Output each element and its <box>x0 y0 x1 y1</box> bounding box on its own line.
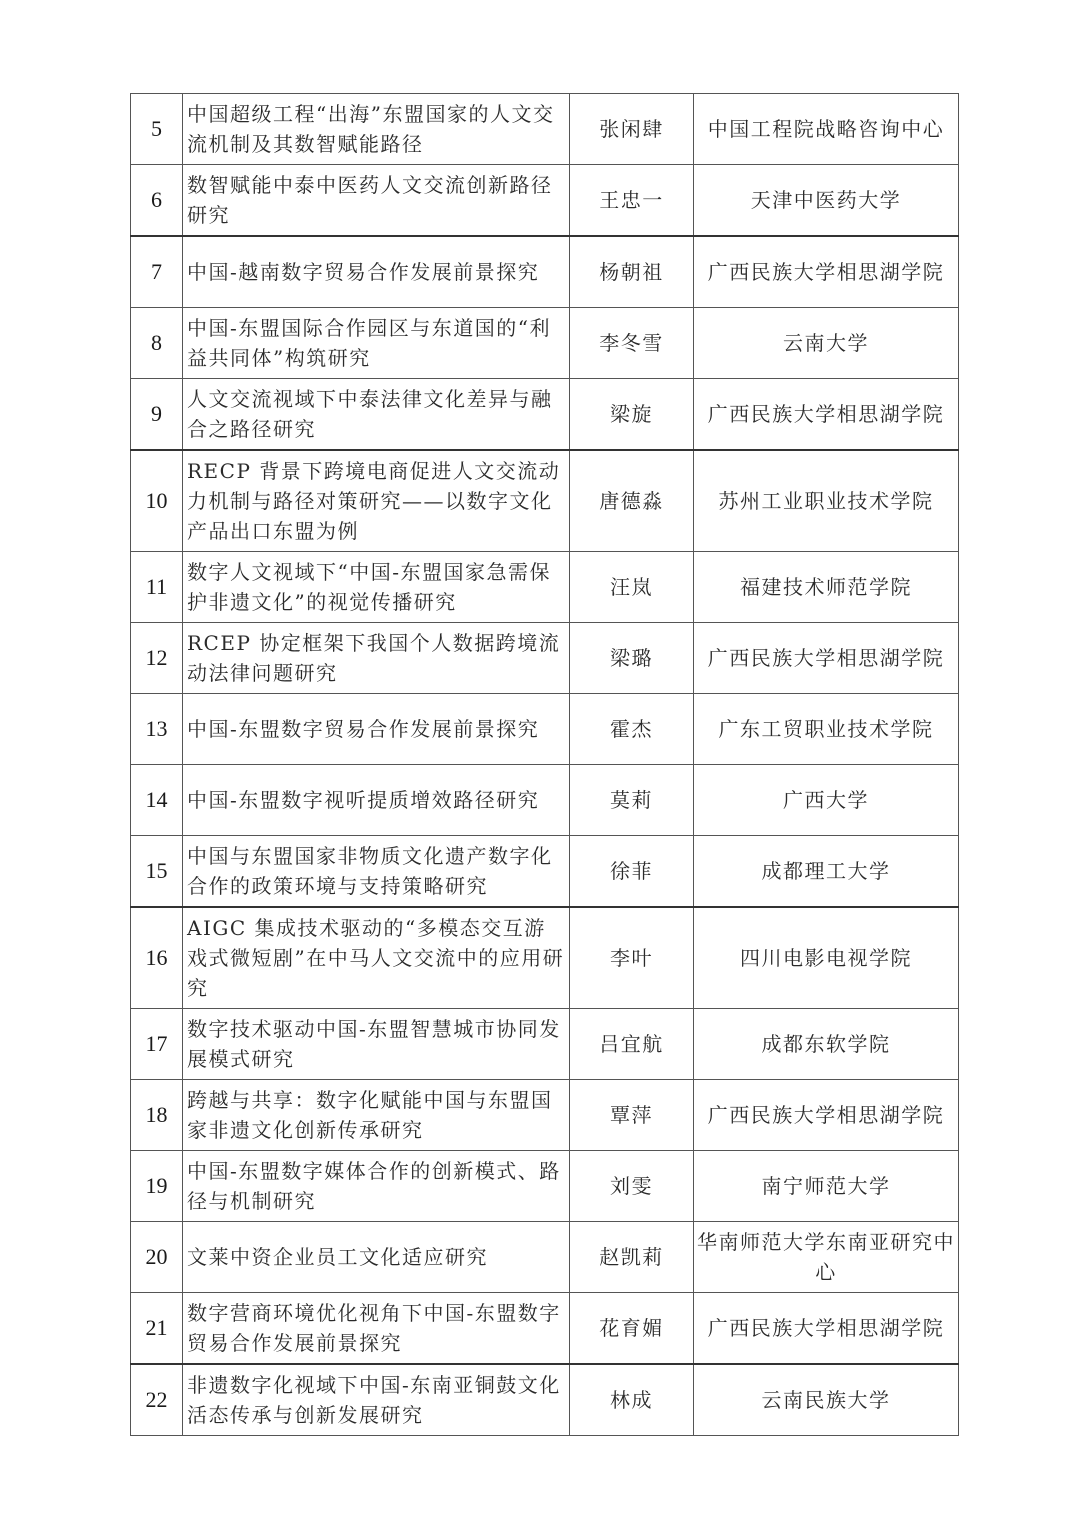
institution: 云南民族大学 <box>694 1364 959 1436</box>
table-row <box>131 1293 959 1365</box>
row-number: 18 <box>131 1080 183 1151</box>
project-leader: 李叶 <box>570 907 694 1009</box>
row-number: 10 <box>131 450 183 552</box>
project-leader: 赵凯莉 <box>570 1222 694 1293</box>
project-title: RECP 背景下跨境电商促进人文交流动力机制与路径对策研究——以数字文化产品出口东盟为例 <box>183 450 570 552</box>
institution: 中国工程院战略咨询中心 <box>694 94 959 165</box>
table-row <box>131 1222 959 1293</box>
table-row <box>131 1080 959 1151</box>
institution: 广东工贸职业技术学院 <box>694 694 959 765</box>
project-title: 人文交流视域下中泰法律文化差异与融合之路径研究 <box>183 379 570 451</box>
project-title: 数字营商环境优化视角下中国-东盟数字贸易合作发展前景探究 <box>183 1293 570 1365</box>
row-number: 21 <box>131 1293 183 1365</box>
project-leader: 吕宜航 <box>570 1009 694 1080</box>
table-row <box>131 1009 959 1080</box>
institution: 云南大学 <box>694 308 959 379</box>
project-title: 中国-东盟国际合作园区与东道国的“利益共同体”构筑研究 <box>183 308 570 379</box>
institution: 苏州工业职业技术学院 <box>694 450 959 552</box>
project-title: 中国-越南数字贸易合作发展前景探究 <box>183 236 570 308</box>
project-title: 中国-东盟数字媒体合作的创新模式、路径与机制研究 <box>183 1151 570 1222</box>
table-row <box>131 308 959 379</box>
row-number: 5 <box>131 94 183 165</box>
table-row <box>131 1151 959 1222</box>
project-title: 中国-东盟数字贸易合作发展前景探究 <box>183 694 570 765</box>
project-title: AIGC 集成技术驱动的“多模态交互游戏式微短剧”在中马人文交流中的应用研究 <box>183 907 570 1009</box>
project-title: 中国与东盟国家非物质文化遗产数字化合作的政策环境与支持策略研究 <box>183 836 570 908</box>
table-row <box>131 450 959 552</box>
table-row <box>131 165 959 237</box>
row-number: 19 <box>131 1151 183 1222</box>
project-title: 非遗数字化视域下中国-东南亚铜鼓文化活态传承与创新发展研究 <box>183 1364 570 1436</box>
project-leader: 覃萍 <box>570 1080 694 1151</box>
row-number: 16 <box>131 907 183 1009</box>
institution: 天津中医药大学 <box>694 165 959 237</box>
table-row <box>131 94 959 165</box>
table-row <box>131 623 959 694</box>
project-leader: 徐菲 <box>570 836 694 908</box>
institution: 广西民族大学相思湖学院 <box>694 1293 959 1365</box>
project-title: 文莱中资企业员工文化适应研究 <box>183 1222 570 1293</box>
row-number: 13 <box>131 694 183 765</box>
project-title: 跨越与共享：数字化赋能中国与东盟国家非遗文化创新传承研究 <box>183 1080 570 1151</box>
project-title: 中国-东盟数字视听提质增效路径研究 <box>183 765 570 836</box>
institution: 广西大学 <box>694 765 959 836</box>
table-row <box>131 379 959 451</box>
project-leader: 莫莉 <box>570 765 694 836</box>
table-row <box>131 907 959 1009</box>
table-row <box>131 236 959 308</box>
institution: 成都东软学院 <box>694 1009 959 1080</box>
project-title: 数智赋能中泰中医药人文交流创新路径研究 <box>183 165 570 237</box>
project-leader: 花育媚 <box>570 1293 694 1365</box>
institution: 成都理工大学 <box>694 836 959 908</box>
project-title: 中国超级工程“出海”东盟国家的人文交流机制及其数智赋能路径 <box>183 94 570 165</box>
table-row <box>131 765 959 836</box>
row-number: 6 <box>131 165 183 237</box>
institution: 福建技术师范学院 <box>694 552 959 623</box>
institution: 南宁师范大学 <box>694 1151 959 1222</box>
project-title: 数字技术驱动中国-东盟智慧城市协同发展模式研究 <box>183 1009 570 1080</box>
project-leader: 汪岚 <box>570 552 694 623</box>
table-row <box>131 694 959 765</box>
row-number: 22 <box>131 1364 183 1436</box>
row-number: 14 <box>131 765 183 836</box>
row-number: 7 <box>131 236 183 308</box>
project-title: 数字人文视域下“中国-东盟国家急需保护非遗文化”的视觉传播研究 <box>183 552 570 623</box>
institution: 四川电影电视学院 <box>694 907 959 1009</box>
row-number: 11 <box>131 552 183 623</box>
table-row <box>131 552 959 623</box>
institution: 华南师范大学东南亚研究中心 <box>694 1222 959 1293</box>
row-number: 15 <box>131 836 183 908</box>
institution: 广西民族大学相思湖学院 <box>694 236 959 308</box>
project-leader: 张闲肆 <box>570 94 694 165</box>
project-leader: 林成 <box>570 1364 694 1436</box>
projects-table <box>130 93 959 1436</box>
institution: 广西民族大学相思湖学院 <box>694 1080 959 1151</box>
project-leader: 刘雯 <box>570 1151 694 1222</box>
project-leader: 霍杰 <box>570 694 694 765</box>
row-number: 12 <box>131 623 183 694</box>
row-number: 17 <box>131 1009 183 1080</box>
project-leader: 梁旋 <box>570 379 694 451</box>
row-number: 8 <box>131 308 183 379</box>
institution: 广西民族大学相思湖学院 <box>694 623 959 694</box>
project-leader: 唐德淼 <box>570 450 694 552</box>
institution: 广西民族大学相思湖学院 <box>694 379 959 451</box>
project-title: RCEP 协定框架下我国个人数据跨境流动法律问题研究 <box>183 623 570 694</box>
row-number: 9 <box>131 379 183 451</box>
project-leader: 李冬雪 <box>570 308 694 379</box>
table-row <box>131 836 959 908</box>
project-leader: 王忠一 <box>570 165 694 237</box>
project-leader: 杨朝祖 <box>570 236 694 308</box>
table-row <box>131 1364 959 1436</box>
project-leader: 梁璐 <box>570 623 694 694</box>
row-number: 20 <box>131 1222 183 1293</box>
